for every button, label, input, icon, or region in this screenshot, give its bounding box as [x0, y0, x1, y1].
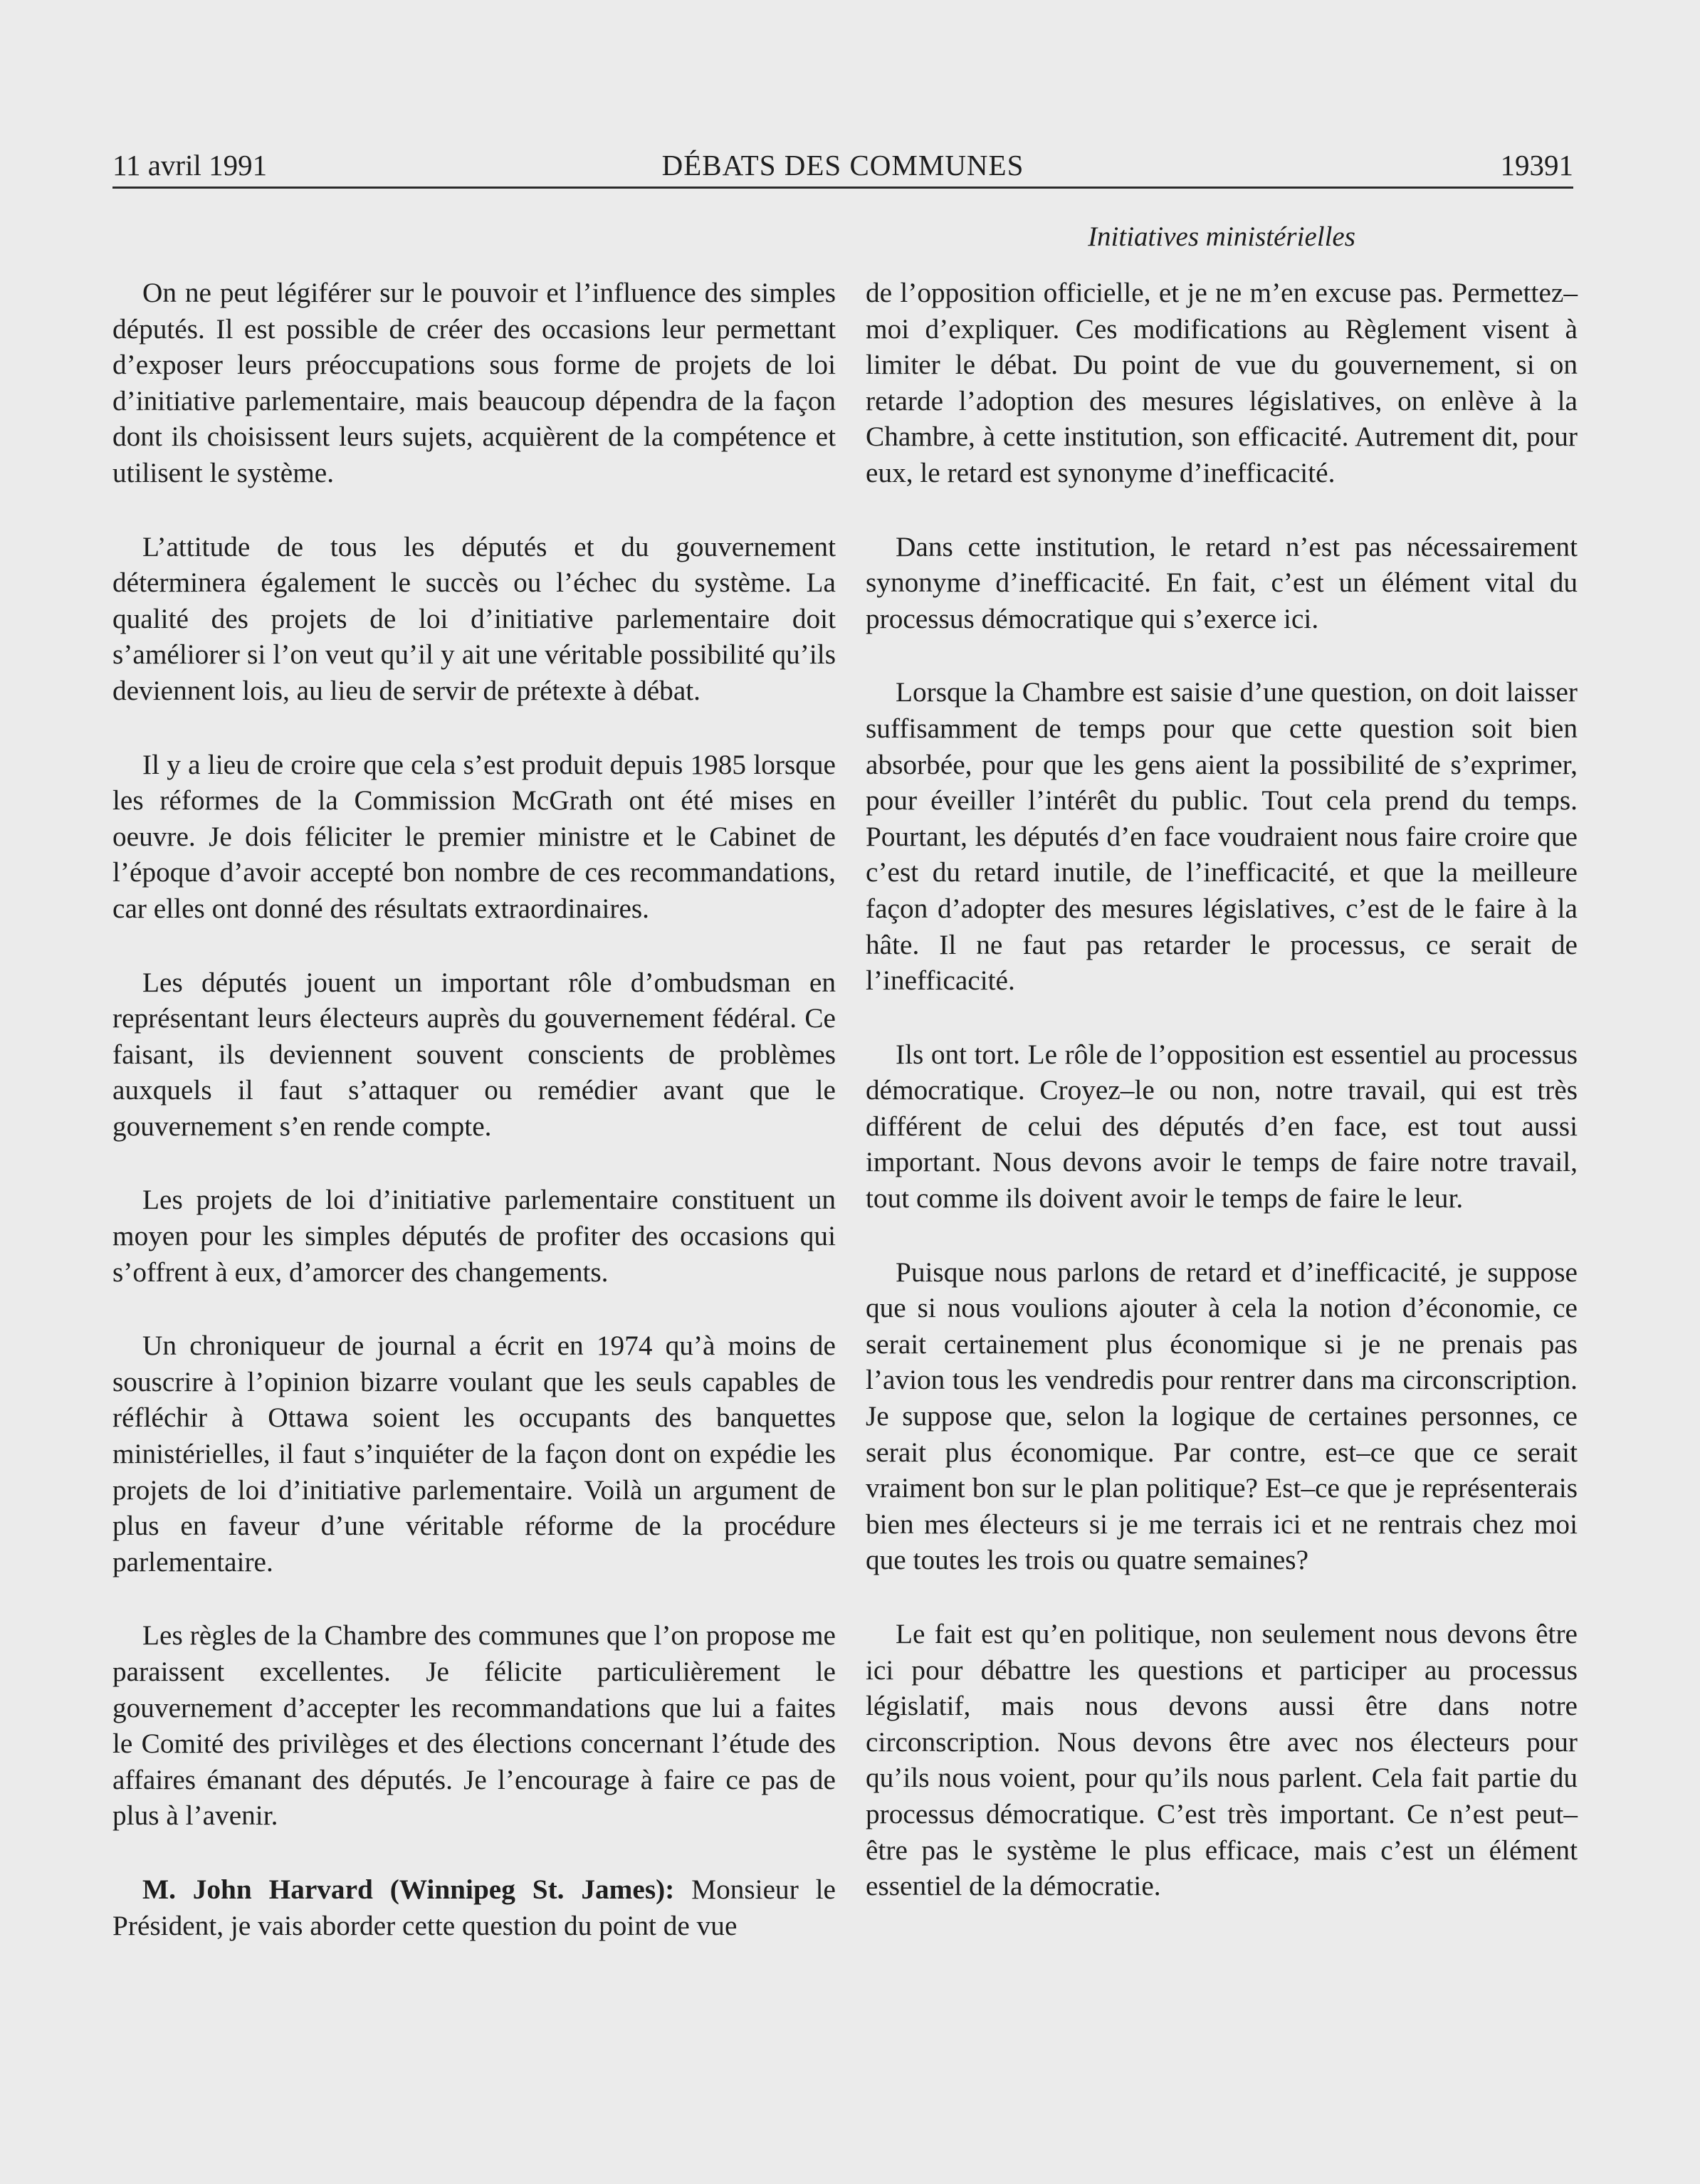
- paragraph: L’attitude de tous les députés et du gouvernement déterminera également le succès ou l’échec du système. La qualité des projets de loi d’initiative parlementaire doit s’améliorer si l’on veut qu’il y ait une véritable possibilité qu’ils deviennent lois, au lieu de servir de prétexte à débat.: [112, 530, 836, 706]
- paragraph: Le fait est qu’en politique, non seulement nous devons être ici pour débattre les questions et participer au processus législatif, mais nous devons aussi être dans notre circonscription. Nous devons être avec nos électeurs pour qu’ils nous voient, pour qu’ils nous parlent. Cela fait partie du processus démocratique. C’est très important. Ce n’est peut–être pas le système le plus efficace, mais c’est un élément essentiel de la démocratie.: [866, 1618, 1578, 1902]
- paragraph: Il y a lieu de croire que cela s’est produit depuis 1985 lorsque les réformes de la Commission McGrath ont été mises en oeuvre. Je dois féliciter le premier ministre et le Cabinet de l’époque d’avoir accepté bon nombre de ces recommandations, car elles ont donné des résultats extraordinaires.: [112, 748, 836, 924]
- paragraph: Lorsque la Chambre est saisie d’une question, on doit laisser suffisamment de temps pour que cette question soit bien absorbée, pour que les gens aient la possibilité de s’exprimer, pour éveiller l’intérêt du public. Tout cela prend du temps. Pourtant, les députés d’en face voudraient nous faire croire que c’est du retard inutile, de l’inefficacité, et que la meilleure façon d’adopter des mesures législatives, c’est de le faire à la hâte. Il ne faut pas retarder le processus, ce serait de l’inefficacité.: [866, 676, 1578, 997]
- header-title: DÉBATS DES COMMUNES: [661, 149, 1024, 182]
- paragraph: Puisque nous parlons de retard et d’inefficacité, je suppose que si nous voulions ajouter à cela la notion d’économie, ce serait certainement plus économique si je ne prenais pas l’avion tous les vendredis pour rentrer dans ma circonscription. Je suppose que, selon la logique de certaines personnes, ce serait plus économique. Par contre, est–ce que ce serait vraiment bon sur le plan politique? Est–ce que je représenterais bien mes électeurs si je me terrais ici et ne rentrais chez moi que toutes les trois ou quatre semaines?: [866, 1256, 1578, 1576]
- paragraph: Ils ont tort. Le rôle de l’opposition est essentiel au processus démocratique. Croyez–le ou non, notre travail, qui est très différent de celui des députés d’en face, est tout aussi important. Nous devons avoir le temps de faire notre travail, tout comme ils doivent avoir le temps de faire le leur.: [866, 1038, 1578, 1214]
- paragraph: Les députés jouent un important rôle d’ombudsman en représentant leurs électeurs auprès du gouvernement fédéral. Ce faisant, ils deviennent souvent conscients de problèmes auxquels il faut s’attaquer ou remédier avant que le gouvernement s’en rende compte.: [112, 966, 836, 1142]
- header-page-number: 19391: [1500, 149, 1573, 182]
- right-column: [866, 275, 1578, 1942]
- left-column: [112, 275, 836, 1981]
- paragraph: Un chroniqueur de journal a écrit en 1974 qu’à moins de souscrire à l’opinion bizarre voulant que les seuls capables de réfléchir à Ottawa soient les occupants des banquettes ministérielles, il faut s’inquiéter de la façon dont on expédie les projets de loi d’initiative parlementaire. Voilà un argument de plus en faveur d’une véritable réforme de la procédure parlementaire.: [112, 1330, 836, 1577]
- paragraph: Dans cette institution, le retard n’est pas nécessairement synonyme d’inefficacité. En fait, c’est un élément vital du processus démocratique qui s’exerce ici.: [866, 530, 1578, 634]
- paragraph: de l’opposition officielle, et je ne m’en excuse pas. Permettez–moi d’expliquer. Ces modifications au Règlement visent à limiter le débat. Du point de vue du gouvernement, si on retarde l’adoption des mesures législatives, on enlève à la Chambre, à cette institution, son efficacité. Autrement dit, pour eux, le retard est synonyme d’inefficacité.: [866, 277, 1578, 488]
- speaker-paragraph: [112, 1871, 836, 1943]
- paragraph: On ne peut légiférer sur le pouvoir et l’influence des simples députés. Il est possible de créer des occasions leur permettant d’exposer leurs préoccupations sous forme de projets de loi d’initiative parlementaire, mais beaucoup dépendra de la façon dont ils choisissent leurs sujets, acquièrent de la compétence et utilisent le système.: [112, 277, 836, 488]
- section-title: Initiatives ministérielles: [1088, 221, 1355, 252]
- paragraph: Les projets de loi d’initiative parlementaire constituent un moyen pour les simples députés de profiter des occasions qui s’offrent à eux, d’amorcer des changements.: [112, 1184, 836, 1288]
- speaker-text: Monsieur le Président, je vais aborder cette question du point de vue: [112, 1873, 836, 1941]
- header-date: 11 avril 1991: [112, 149, 268, 182]
- page-header: [112, 145, 1573, 189]
- speaker-name: M. John Harvard (Winnipeg St. James):: [142, 1873, 675, 1905]
- paragraph: Les règles de la Chambre des communes que l’on propose me paraissent excellentes. Je félicite particulièrement le gouvernement d’accepter les recommandations que lui a faites le Comité des privilèges et des élections concernant l’étude des affaires émanant des députés. Je l’encourage à faire ce pas de plus à l’avenir.: [112, 1619, 836, 1832]
